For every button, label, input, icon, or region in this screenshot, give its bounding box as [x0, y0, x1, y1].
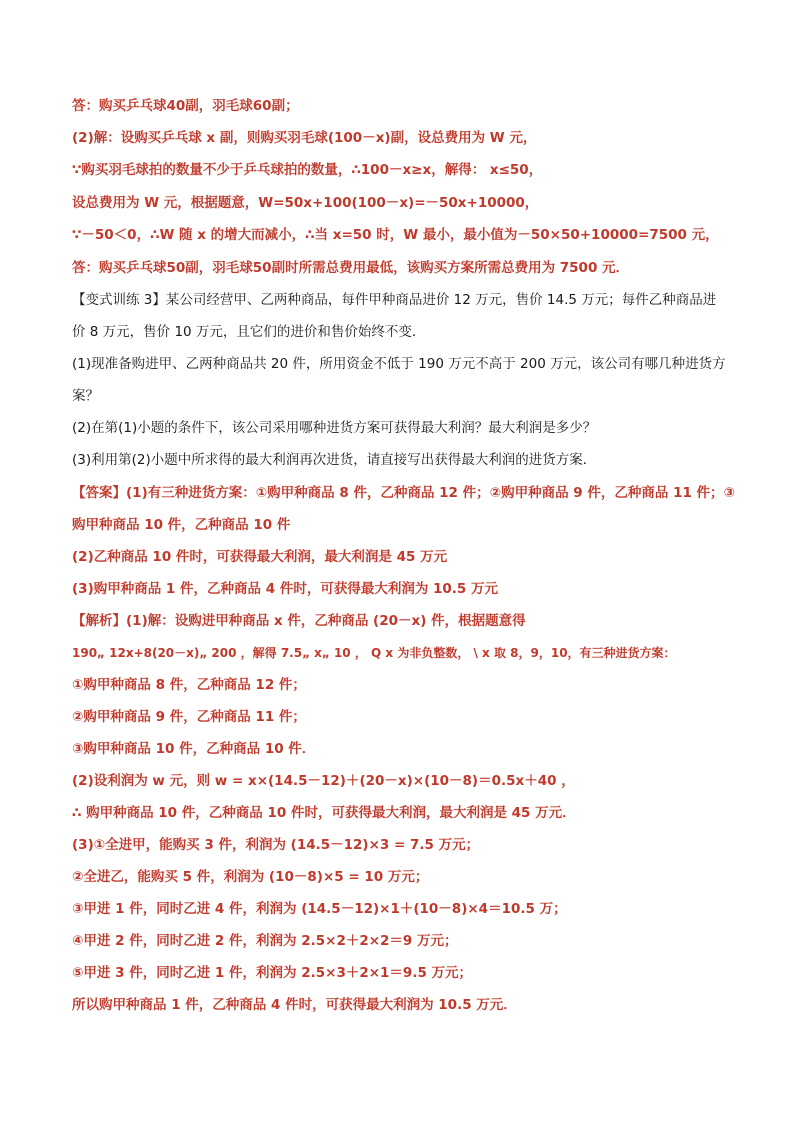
option-1: (3)①全进甲，能购买 3 件，利润为 (14.5－12)×3 = 7.5 万元；: [72, 837, 480, 853]
analysis-inequality-line: 190„ 12x+8(20－x)„ 200 ，解得 7.5„ x„ 10 ， Q x 为非负整数， \ x 取 8，9，10，有三种进货方案：: [72, 646, 676, 660]
answer-line-1: 答：购买乒乓球40副，羽毛球60副；: [72, 98, 299, 114]
solution-line-3: ∵购买羽毛球拍的数量不少于乒乓球拍的数量，∴100－x≥x，解得： x≤50，: [72, 162, 543, 178]
profit-formula-line: (2)设利润为 w 元，则 w = x×(14.5－12)＋(20－x)×(10－8)＝0.5x＋40 ，: [72, 773, 575, 789]
option-4: ④甲进 2 件，同时乙进 2 件，利润为 2.5×2＋2×2＝9 万元；: [72, 933, 458, 949]
plan-2: ②购甲种商品 9 件，乙种商品 11 件；: [72, 709, 306, 725]
problem-line-2: 价 8 万元，售价 10 万元，且它们的进价和售价始终不变．: [72, 324, 426, 340]
answer-line-4: (3)购甲种商品 1 件，乙种商品 4 件时，可获得最大利润为 10.5 万元: [72, 581, 499, 597]
option-5: ⑤甲进 3 件，同时乙进 1 件，利润为 2.5×3＋2×1＝9.5 万元；: [72, 965, 473, 981]
plan-3: ③购甲种商品 10 件，乙种商品 10 件．: [72, 741, 316, 757]
answer-line-2: 购甲种商品 10 件，乙种商品 10 件: [72, 517, 291, 533]
option-2: ②全进乙，能购买 5 件，利润为 (10－8)×5 = 10 万元；: [72, 869, 429, 885]
final-conclusion: 所以购甲种商品 1 件，乙种商品 4 件时，可获得最大利润为 10.5 万元．: [72, 997, 517, 1013]
solution-line-2: (2)解：设购买乒乓球 x 副，则购买羽毛球(100－x)副，设总费用为 W 元，: [72, 130, 537, 146]
answer-heading-line: 【答案】(1)有三种进货方案：①购甲种商品 8 件，乙种商品 12 件；②购甲种商品 9 件，乙种商品 11 件；③: [72, 485, 735, 501]
plan-1: ①购甲种商品 8 件，乙种商品 12 件；: [72, 677, 306, 693]
solution-line-5: ∵－50＜0，∴W 随 x 的增大而减小，∴当 x=50 时，W 最小，最小值为－50×50+10000=7500 元，: [72, 227, 719, 243]
question-2: (2)在第(1)小题的条件下，该公司采用哪种进货方案可获得最大利润？最大利润是多少？: [72, 420, 597, 436]
answer-line-3: (2)乙种商品 10 件时，可获得最大利润，最大利润是 45 万元: [72, 549, 448, 565]
question-1-line-2: 案？: [72, 388, 99, 404]
question-1-line-1: (1)现准备购进甲、乙两种商品共 20 件，所用资金不低于 190 万元不高于 200 万元，该公司有哪几种进货方: [72, 356, 726, 372]
analysis-heading-line: 【解析】(1)解：设购进甲种商品 x 件，乙种商品 (20－x) 件，根据题意得: [72, 613, 526, 629]
solution-line-4: 设总费用为 W 元，根据题意，W=50x+100(100－x)=－50x+10000，: [72, 195, 539, 211]
profit-conclusion-line: ∴ 购甲种商品 10 件，乙种商品 10 件时，可获得最大利润，最大利润是 45 万元．: [72, 805, 576, 821]
answer-line-6: 答：购买乒乓球50副，羽毛球50副时所需总费用最低，该购买方案所需总费用为 7500 元．: [72, 260, 630, 276]
problem-line-1: 【变式训练 3】某公司经营甲、乙两种商品，每件甲种商品进价 12 万元，售价 14.5 万元；每件乙种商品进: [72, 292, 717, 308]
option-3: ③甲进 1 件，同时乙进 4 件，利润为 (14.5－12)×1＋(10－8)×4＝10.5 万；: [72, 901, 567, 917]
question-3: (3)利用第(2)小题中所求得的最大利润再次进货，请直接写出获得最大利润的进货方案．: [72, 452, 597, 468]
